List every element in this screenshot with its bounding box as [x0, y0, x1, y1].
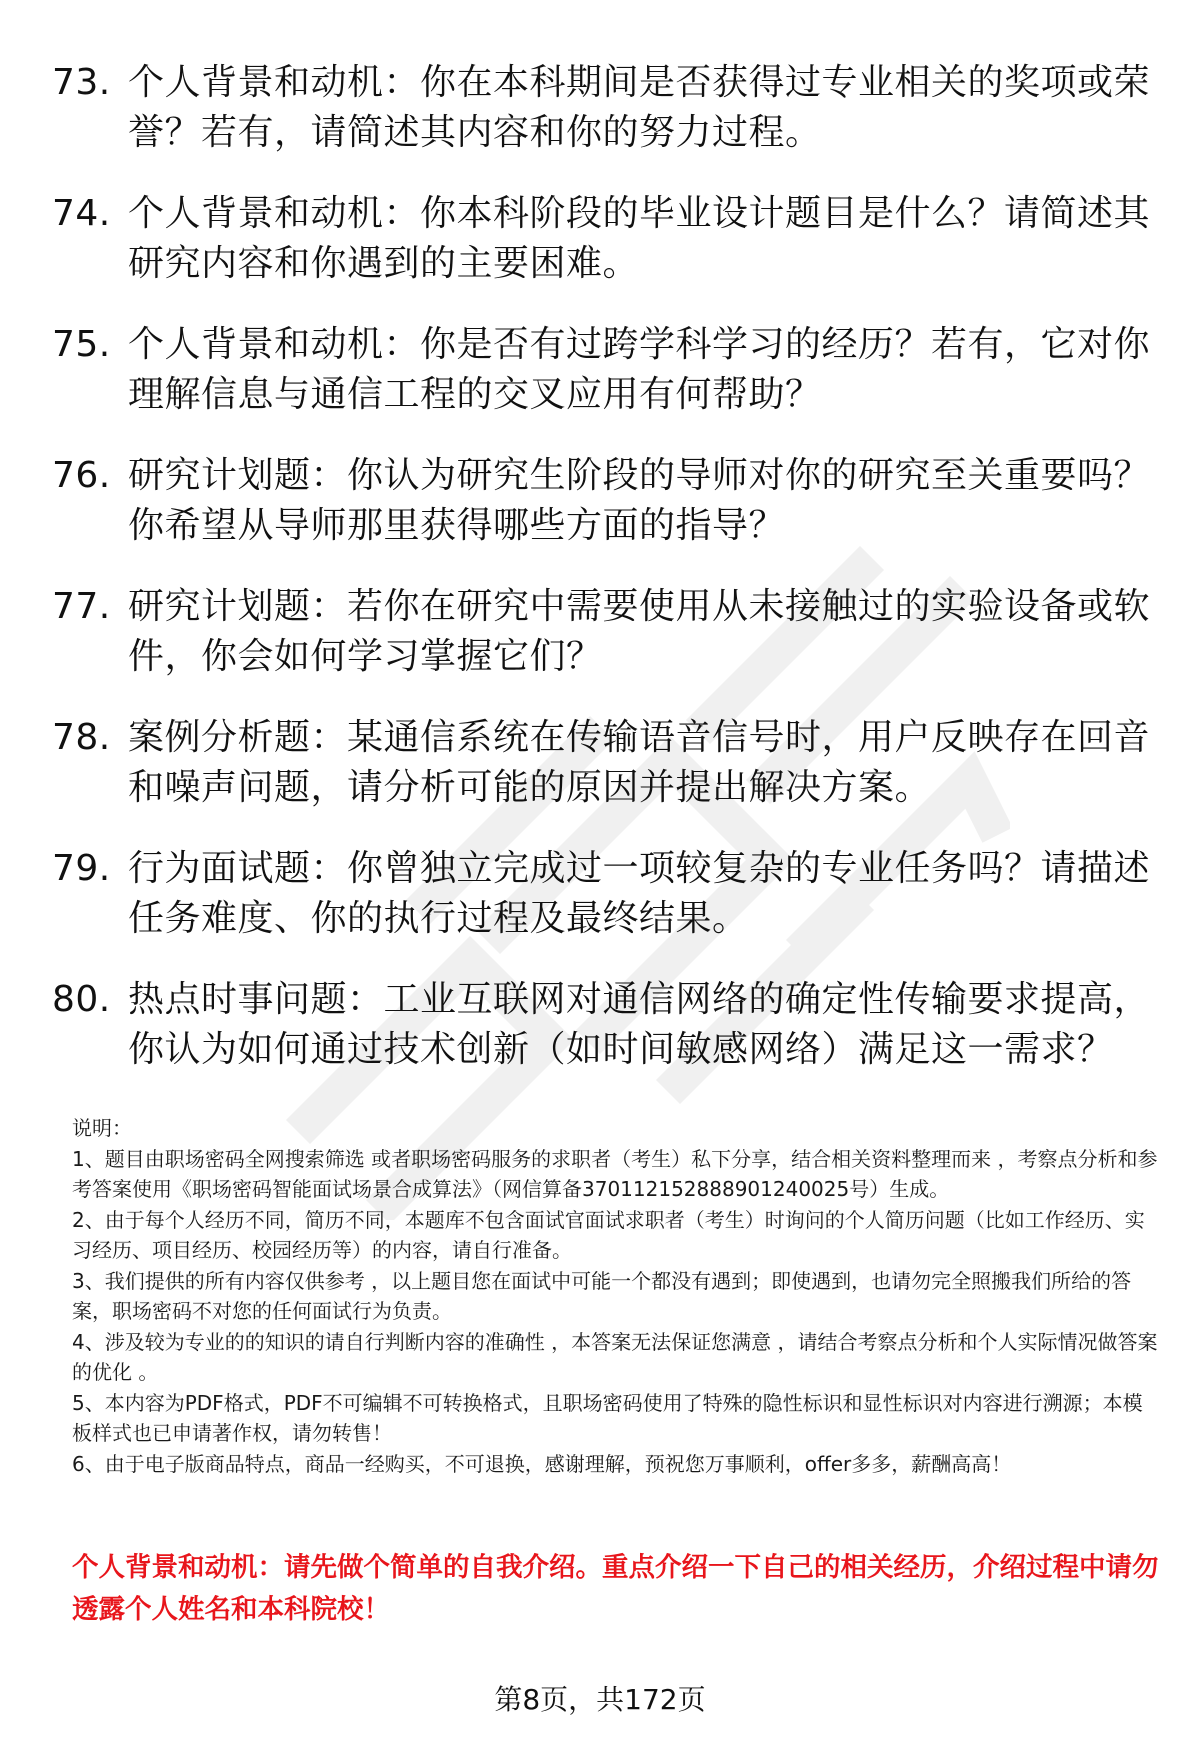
question-item — [50, 713, 1150, 813]
question-number: 77. — [52, 586, 111, 627]
question-text: 研究计划题：若你在研究中需要使用从未接触过的实验设备或软件，你会如何学习掌握它们？ — [128, 586, 1151, 677]
note-item: 3、我们提供的所有内容仅供参考 ，以上题目您在面试中可能一个都没有遇到；即使遇到，也请勿完全照搬我们所给的答案，职场密码不对您的任何面试行为负责。 — [72, 1268, 1132, 1323]
note-item: 4、涉及较为专业的的知识的请自行判断内容的准确性 ，本答案无法保证您满意 ，请结合考察点分析和个人实际情况做答案的优化 。 — [72, 1329, 1158, 1384]
question-number: 80. — [52, 979, 111, 1020]
highlighted-question: 个人背景和动机：请先做个简单的自我介绍。重点介绍一下自己的相关经历，介绍过程中请勿透露个人姓名和本科院校！ — [72, 1552, 1159, 1625]
question-text: 研究计划题：你认为研究生阶段的导师对你的研究至关重要吗？你希望从导师那里获得哪些方面的指导？ — [128, 455, 1151, 546]
notes-heading: 说明： — [72, 1116, 132, 1140]
note-item: 1、题目由职场密码全网搜索筛选 或者职场密码服务的求职者（考生）私下分享，结合相关资料整理而来 ，考察点分析和参考答案使用《职场密码智能面试场景合成算法》（网信算备370112152888901240025号）生成。 — [72, 1146, 1158, 1201]
question-text: 个人背景和动机：你是否有过跨学科学习的经历？若有，它对你理解信息与通信工程的交叉应用有何帮助？ — [128, 324, 1151, 415]
question-number: 78. — [52, 717, 111, 758]
question-item — [50, 582, 1150, 682]
question-item — [50, 844, 1150, 944]
question-number: 75. — [52, 324, 111, 365]
question-item — [50, 189, 1150, 289]
question-item — [50, 975, 1150, 1075]
page-number: 第8页，共172页 — [494, 1683, 706, 1716]
note-item: 5、本内容为PDF格式，PDF不可编辑不可转换格式，且职场密码使用了特殊的隐性标识和显性标识对内容进行溯源；本模板样式也已申请著作权，请勿转售！ — [72, 1390, 1143, 1445]
question-text: 个人背景和动机：你本科阶段的毕业设计题目是什么？请简述其研究内容和你遇到的主要困难。 — [128, 193, 1151, 284]
question-item — [50, 58, 1150, 158]
question-list — [50, 58, 1150, 1106]
question-number: 76. — [52, 455, 111, 496]
question-text: 行为面试题：你曾独立完成过一项较复杂的专业任务吗？请描述任务难度、你的执行过程及最终结果。 — [128, 848, 1151, 939]
question-text: 案例分析题：某通信系统在传输语音信号时，用户反映存在回音和噪声问题，请分析可能的原因并提出解决方案。 — [128, 717, 1151, 808]
question-number: 73. — [52, 62, 111, 103]
question-item — [50, 320, 1150, 420]
note-item: 2、由于每个人经历不同，简历不同，本题库不包含面试官面试求职者（考生）时询问的个人简历问题（比如工作经历、实习经历、项目经历、校园经历等）的内容，请自行准备。 — [72, 1207, 1145, 1262]
disclaimer-notes — [72, 1113, 1160, 1479]
question-number: 74. — [52, 193, 111, 234]
note-item: 6、由于电子版商品特点，商品一经购买，不可退换，感谢理解，预祝您万事顺利，offer多多，薪酬高高！ — [72, 1451, 1012, 1476]
question-number: 79. — [52, 848, 111, 889]
question-item — [50, 451, 1150, 551]
question-text: 热点时事问题：工业互联网对通信网络的确定性传输要求提高，你认为如何通过技术创新（如时间敏感网络）满足这一需求？ — [128, 979, 1151, 1070]
question-text: 个人背景和动机：你在本科期间是否获得过专业相关的奖项或荣誉？若有，请简述其内容和你的努力过程。 — [128, 62, 1151, 153]
